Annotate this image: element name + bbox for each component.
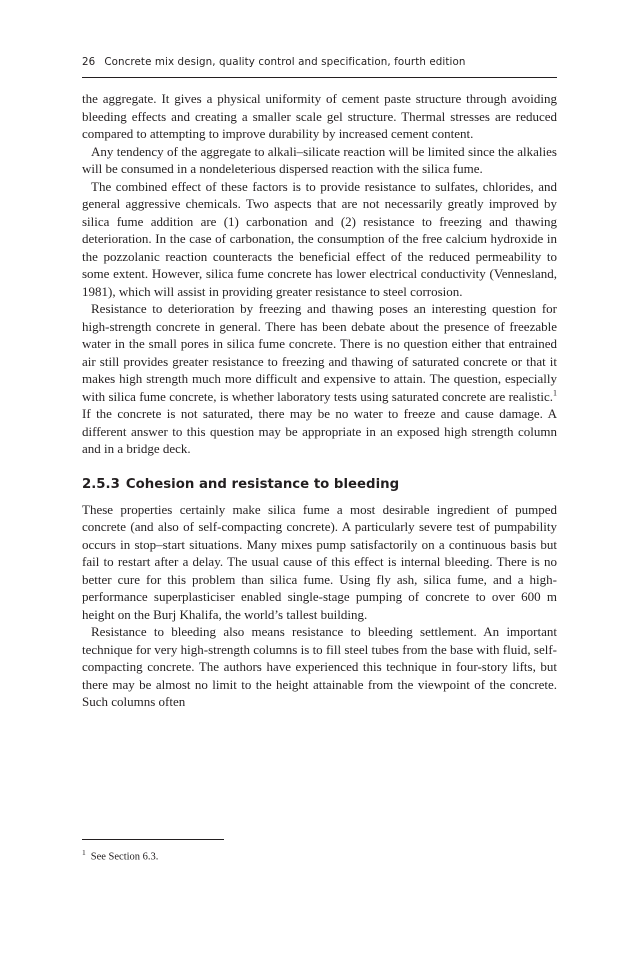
running-title: Concrete mix design, quality control and specification, fourth edition (104, 56, 466, 68)
section-heading (82, 476, 557, 493)
paragraph: These properties certainly make silica fume a most desirable ingredient of pumped concrete (and also of self-compacting concrete). A particularly severe test of pumpability occurs in stop–start situations. Many mixes pump satisfactorily on a continuous basis but fail to restart after a delay. The usual cause of this effect is internal bleeding. There is no better cure for this problem than silica fume. Using fly ash, silica fume, and a high-performance superplasticiser enabled single-stage pumping of concrete to over 600 m height on the Burj Khalifa, the world’s tallest building. (82, 501, 557, 622)
footnote-mark: 1 (82, 848, 86, 857)
header-rule (82, 77, 557, 78)
paragraph-freeze-thaw (82, 300, 557, 458)
body-text (82, 90, 557, 711)
section-number: 2.5.3 (82, 476, 120, 492)
running-header (82, 56, 557, 68)
paragraph: The combined effect of these factors is to provide resistance to sulfates, chlorides, and general aggressive chemicals. Two aspects that are not necessarily greatly improved by silica fume addition are (1) carbonation and (2) resistance to freezing and thawing deterioration. In the case of carbonation, the consumption of the free calcium hydroxide in the pozzolanic reaction counteracts the beneficial effect of the reduced permeability to some extent. However, silica fume concrete has lower electrical conductivity (Vennesland, 1981), which will assist in providing greater resistance to steel corrosion. (82, 178, 557, 299)
footnote-reference[interactable]: 1 (553, 388, 557, 398)
paragraph: the aggregate. It gives a physical uniformity of cement paste structure through avoiding bleeding effects and creating a smaller scale gel structure. Thermal stresses are reduced compared to attempting to improve durability by increased cement content. (82, 91, 557, 141)
paragraph-text: Resistance to deterioration by freezing and thawing poses an interesting question for high-strength concrete in general. There has been debate about the presence of freezable water in the small pores in silica fume concrete. There is no question either that entrained air still provides greater resistance to freezing and thawing of saturated concrete or that it makes high strength much more difficult and expensive to attain. The question, especially with silica fume concrete, is whether laboratory tests using saturated concrete are realistic. (82, 301, 557, 404)
paragraph: Any tendency of the aggregate to alkali–silicate reaction will be limited since the alkalies will be consumed in a nondeleterious dispersed reaction with the silica fume. (82, 143, 557, 176)
section-title: Cohesion and resistance to bleeding (125, 476, 400, 492)
footnote-text: See Section 6.3. (90, 851, 159, 863)
paragraph: Resistance to bleeding also means resistance to bleeding settlement. An important technique for very high-strength columns is to fill steel tubes from the base with fluid, self-compacting concrete. The authors have experienced this technique in four-story lifts, but there may be almost no limit to the height attainable from the viewpoint of the concrete. Such columns often (82, 624, 557, 709)
page-number: 26 (82, 56, 96, 68)
paragraph-text: If the concrete is not saturated, there may be no water to freeze and cause damage. A different answer to this question may be appropriate in an exposed high strength column and in a bridge deck. (82, 406, 557, 456)
footnote-rule (82, 839, 224, 840)
footnote (82, 846, 158, 864)
